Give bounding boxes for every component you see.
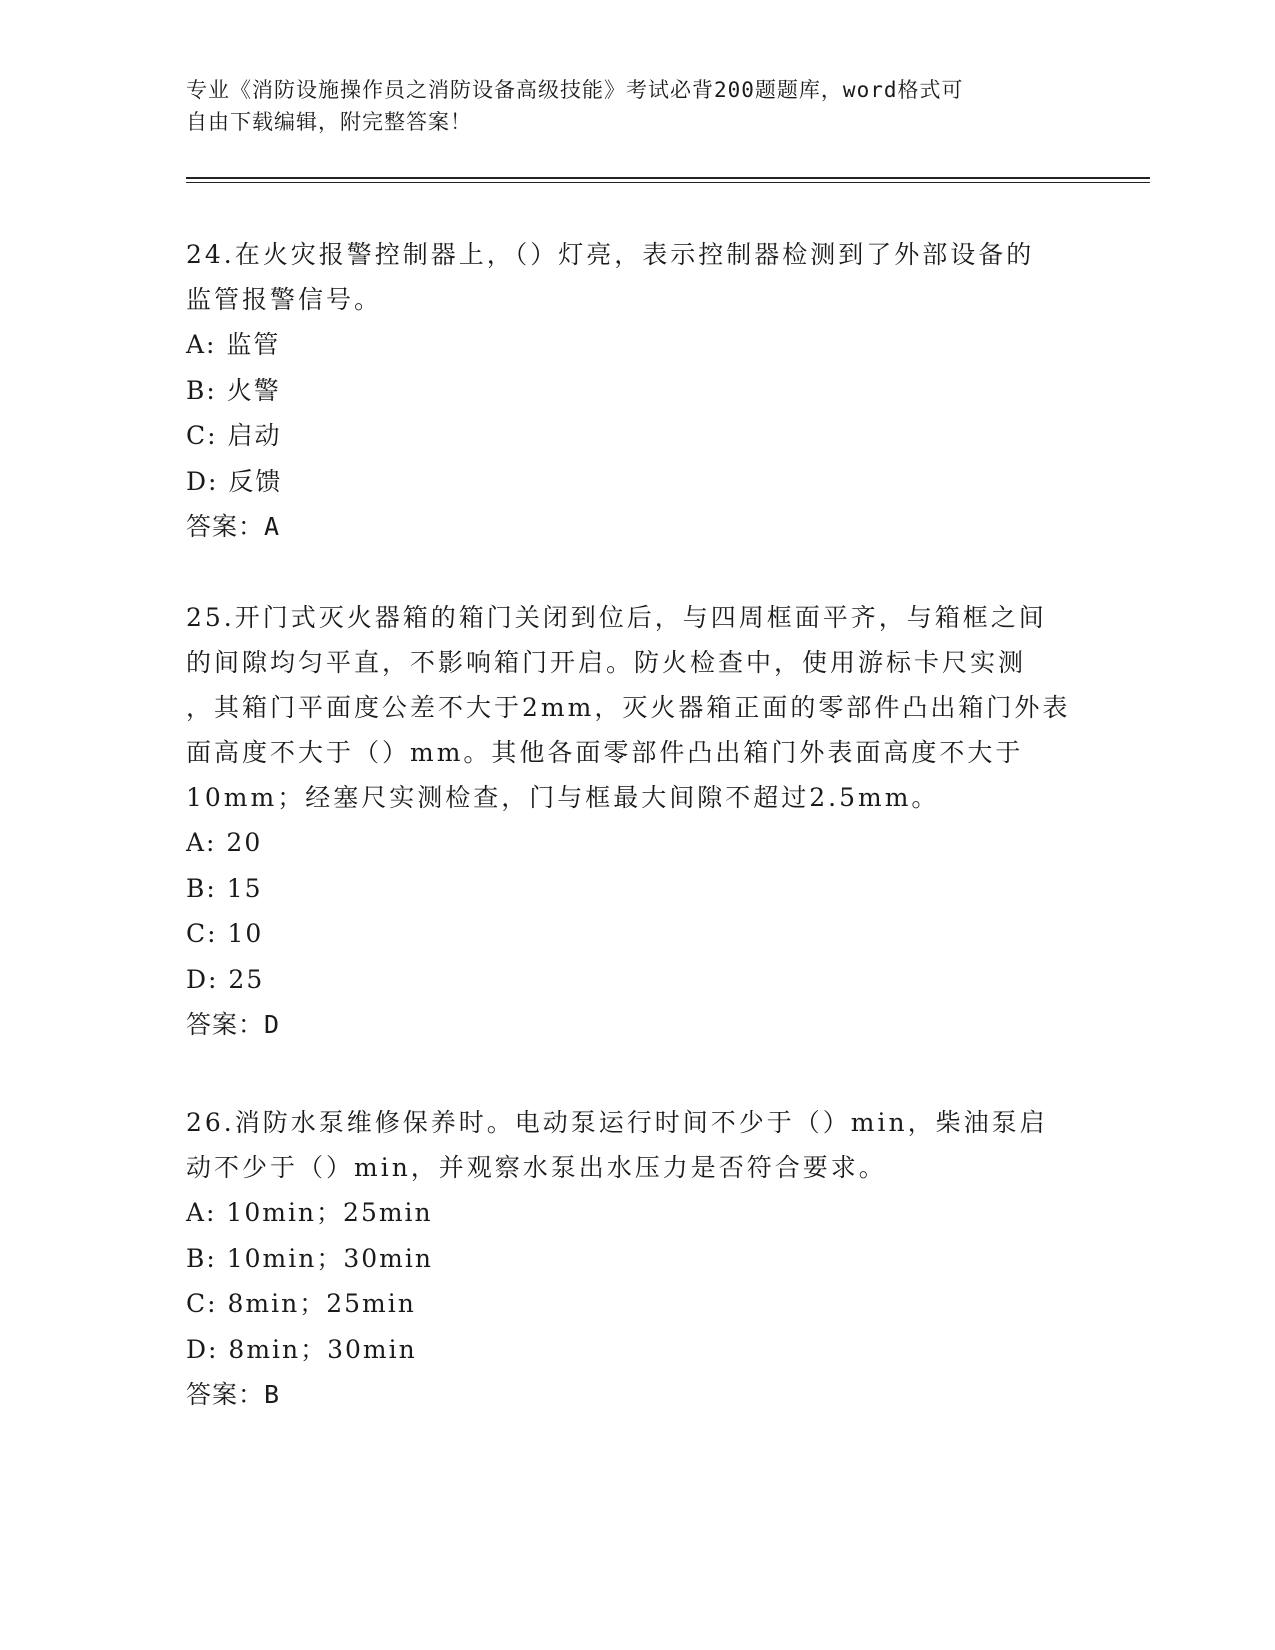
option-a: A: 10min；25min [186, 1198, 433, 1227]
question-25 [186, 595, 1086, 1048]
option-a: A: 监管 [186, 330, 281, 359]
question-stem-line: 动不少于（）min，并观察水泵出水压力是否符合要求。 [186, 1153, 887, 1182]
option-d: D: 25 [186, 964, 265, 994]
header-divider [186, 177, 1150, 179]
option-d: D: 8min；30min [186, 1334, 417, 1364]
question-26 [186, 1100, 1086, 1418]
question-stem-line: ，其箱门平面度公差不大于2mm，灭火器箱正面的零部件凸出箱门外表 [186, 693, 1071, 722]
question-stem-line: 的间隙均匀平直，不影响箱门开启。防火检查中，使用游标卡尺实测 [186, 648, 1027, 677]
answer-line: 答案：B [186, 1380, 281, 1409]
answer-line: 答案：A [186, 512, 281, 541]
question-stem [186, 232, 1086, 322]
question-stem-line: 24.在火灾报警控制器上，（）灯亮，表示控制器检测到了外部设备的 [186, 240, 1035, 269]
answer-line: 答案：D [186, 1010, 281, 1039]
question-stem-line: 10mm；经塞尺实测检查，门与框最大间隙不超过2.5mm。 [186, 783, 940, 812]
option-b: B: 15 [186, 873, 263, 903]
option-c: C: 启动 [186, 421, 282, 450]
question-stem [186, 1100, 1086, 1190]
option-b: B: 10min；30min [186, 1243, 433, 1273]
question-stem [186, 595, 1086, 820]
question-stem-line: 26.消防水泵维修保养时。电动泵运行时间不少于（）min，柴油泵启 [186, 1108, 1048, 1137]
question-24 [186, 232, 1086, 550]
option-c: C: 8min；25min [186, 1289, 416, 1318]
question-stem-line: 面高度不大于（）mm。其他各面零部件凸出箱门外表面高度不大于 [186, 738, 1024, 767]
question-stem-line: 25.开门式灭火器箱的箱门关闭到位后，与四周框面平齐，与箱框之间 [186, 603, 1047, 632]
header-divider-thin [186, 182, 1150, 183]
header-line: 自由下载编辑，附完整答案！ [186, 110, 472, 134]
option-c: C: 10 [186, 919, 264, 948]
option-a: A: 20 [186, 828, 263, 857]
option-d: D: 反馈 [186, 466, 283, 496]
document-header [186, 74, 1066, 138]
option-b: B: 火警 [186, 375, 281, 405]
header-line: 专业《消防设施操作员之消防设备高级技能》考试必背200题题库，word格式可 [186, 78, 964, 102]
question-stem-line: 监管报警信号。 [186, 285, 383, 314]
